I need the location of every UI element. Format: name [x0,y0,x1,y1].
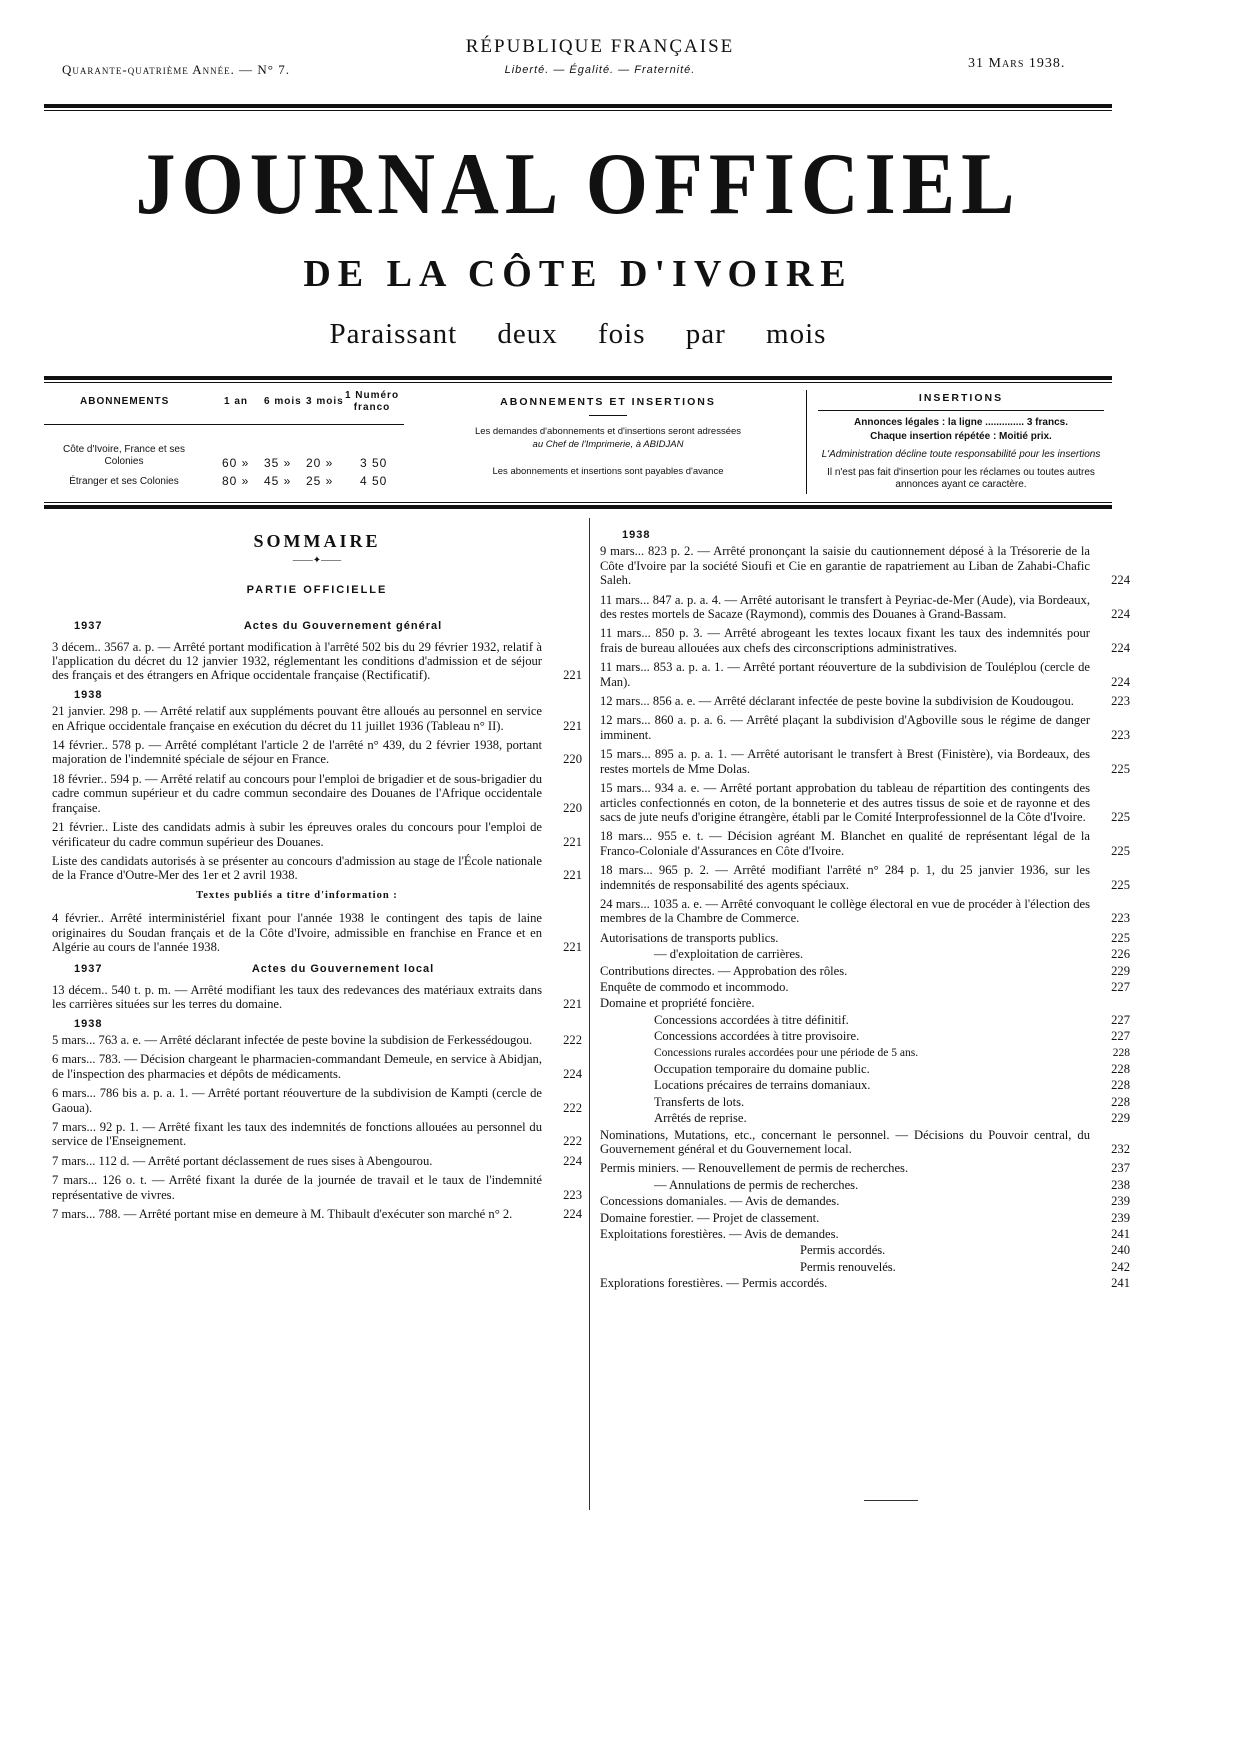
insertions-line4: Il n'est pas fait d'insertion pour les réclames ou toutes autres annonces ayant ce caractère. [827,467,1095,490]
top-rule [44,104,1112,108]
page-number: 223 [1111,727,1130,742]
section-gouv-general [52,619,582,633]
page-number: 222 [563,1032,582,1047]
section-title: Actes du Gouvernement local [251,963,435,976]
page-number: 241 [1111,1227,1130,1242]
sommaire-left-column [52,528,582,1226]
journal-subtitle: DE LA CÔTE D'IVOIRE [303,253,853,295]
year-heading: 1938 [74,1017,103,1030]
page-number: 222 [563,1134,582,1149]
abo-ins-line3: Les abonnements et insertions sont payables d'avance [492,466,724,477]
toc-line: Enquête de commodo et incommodo. 227 [600,979,1130,994]
row-label-cote-ivoire: Côte d'Ivoire, France et ses Colonies [63,444,185,467]
insertions-bar [818,410,1104,411]
section-title: Actes du Gouvernement général [243,620,443,633]
abo-ins-bar [589,415,627,416]
page-number: 225 [1111,809,1130,824]
price-cell: 45 » [264,474,292,488]
year-heading: 1938 [74,688,103,701]
page-number: 229 [1111,1111,1130,1126]
col-1an: 1 an [224,396,249,407]
toc-entry: 24 mars... 1035 a. e. — Arrêté convoquant le collège électoral en vue de procéder à l'élection des membres de la Chambre de Commerce. 223 [600,896,1130,926]
toc-line: Exploitations forestières. — Avis de demandes. 241 [600,1227,1130,1242]
toc-line: Concessions accordées à titre provisoire. 227 [654,1029,1130,1044]
page-number: 221 [563,997,582,1012]
section-gouv-local [52,962,582,976]
price-cell: 4 50 [360,474,388,488]
page-number: 237 [1111,1161,1130,1176]
top-rule-thin [44,110,1112,111]
toc-line: Explorations forestières. — Permis accordés. 241 [600,1276,1130,1291]
toc-entry: 9 mars... 823 p. 2. — Arrêté prononçant la saisie du cautionnement déposé à la Trésorerie de la Côte d'Ivoire par la société Sioufi et Cie en garantie de rapatriement au Liban de Zahabi-Chafic Saleh. 224 [600,544,1130,588]
page-number: 221 [563,868,582,883]
section-year: 1937 [74,963,103,976]
page-number: 227 [1111,979,1130,994]
toc-line: Transferts de lots. 228 [654,1094,1130,1109]
subscription-box [44,386,1112,502]
page-number: 239 [1111,1194,1130,1209]
page-number: 222 [563,1100,582,1115]
toc-entry: 13 décem.. 540 t. p. m. — Arrêté modifiant les taux des redevances des matériaux extraits dans les carrières situées sur les terres du domaine. 221 [52,982,582,1012]
motto: Liberté. — Égalité. — Fraternité. [504,64,696,76]
toc-entry: 11 mars... 850 p. 3. — Arrêté abrogeant les textes locaux fixant les taux des indemnités pour frais de bureau allouées aux chefs des circonscriptions administratives. 224 [600,626,1130,655]
page-number: 228 [1112,1046,1130,1059]
box-vline [806,390,807,494]
journal-title: JOURNAL OFFICIEL [135,136,1021,233]
abo-ins-header: ABONNEMENTS ET INSERTIONS [500,396,716,408]
price-cell: 25 » [306,474,334,488]
price-cell: 80 » [222,474,250,488]
toc-entry: 18 mars... 965 p. 2. — Arrêté modifiant l'arrêté n° 284 p. 1, du 25 janvier 1936, sur les indemnités de responsabilité des agents spéciaux. 225 [600,863,1130,892]
page-number: 223 [563,1187,582,1202]
toc-line: Domaine forestier. — Projet de classement. 239 [600,1210,1130,1225]
toc-line: Permis renouvelés. 242 [800,1259,1130,1274]
page-number: 227 [1111,1012,1130,1027]
column-separator [589,518,590,1510]
insertions-line3: L'Administration décline toute responsabilité pour les insertions [821,449,1101,460]
toc-entry: 3 décem.. 3567 a. p. — Arrêté portant modification à l'arrêté 502 bis du 29 février 1932, relatif à l'application du décret du 12 janvier 1932, réglementant les conditions d'admission et de séjour des français et des étrangers en Afrique occidentale française (Rectificatif). 221 [52,639,582,683]
toc-line: Contributions directes. — Approbation des rôles. 229 [600,963,1130,978]
toc-entry: 15 mars... 934 a. e. — Arrêté portant approbation du tableau de répartition des contingents des articles confectionnés en coton, de la bonneterie et des autres tissus de soie et de rayonne et des sacs de jute neufs d'origine étrangère, établi par le Comité Interprofessionnel de la Côte d'Ivoire. 225 [600,781,1130,824]
issue-number: Quarante-quatrième Année. — N° 7. [62,62,290,77]
toc-entry: 7 mars... 126 o. t. — Arrêté fixant la durée de la journée de travail et le taux de l'indemnité représentative de vivres. 223 [52,1173,582,1202]
page-number: 224 [1111,607,1130,622]
page-number: 227 [1111,1029,1130,1044]
page-number: 242 [1111,1259,1130,1274]
toc-line: Domaine et propriété foncière. [600,996,755,1011]
toc-entry: 18 février.. 594 p. — Arrêté relatif au concours pour l'emploi de brigadier et de sous-brigadier du cadre commun supérieur et du cadre commun secondaire des Douanes de l'Afrique occidentale française. 220 [52,771,582,815]
toc-entry: 5 mars... 763 a. e. — Arrêté déclarant infectée de peste bovine la subdision de Ferkessédougou. 222 [52,1032,582,1047]
abo-ins-line1: Les demandes d'abonnements et d'insertions seront adressées [474,426,742,437]
toc-entry: 6 mars... 783. — Décision chargeant le pharmacien-commandant Demeule, en service à Abidjan, de l'inspection des pharmacies et dépôts de médicaments. 224 [52,1052,582,1081]
subscription-header: ABONNEMENTS [80,396,170,407]
toc-entry: 4 février.. Arrêté interministériel fixant pour l'année 1938 le contingent des tapis de laine originaires du Soudan français et de la Côte d'Ivoire, admissible en franchise en France et en Algérie au cours de l'année 1938. 221 [52,911,582,954]
page-number: 225 [1111,877,1130,892]
toc-line: Permis miniers. — Renouvellement de permis de recherches. 237 [600,1161,1130,1176]
page-number: 228 [1111,1062,1130,1076]
box-bottom-rule-thin [44,502,1112,503]
page-number: 223 [1111,694,1130,709]
republic-name: RÉPUBLIQUE FRANÇAISE [465,36,735,57]
toc-entry: 7 mars... 788. — Arrêté portant mise en demeure à M. Thibault d'exécuter son marché n° 2. 224 [52,1207,582,1222]
page-number: 225 [1111,930,1130,945]
page-number: 224 [563,1066,582,1081]
price-cell: 60 » [222,456,250,470]
page-number: 240 [1111,1243,1130,1258]
toc-line: Concessions rurales accordées pour une période de 5 ans. 228 [654,1046,1130,1059]
table-rule [44,424,404,425]
toc-entry: Liste des candidats autorisés à se présenter au concours d'admission au stage de l'École nationale de la France d'Outre-Mer des 1er et 2 avril 1938. 221 [52,853,582,883]
col-6mois: 6 mois [264,396,302,407]
insertions-header: INSERTIONS [918,392,1004,404]
col-3mois: 3 mois [306,396,344,407]
end-rule [864,1500,918,1501]
row-label-etranger: Étranger et ses Colonies [69,476,179,487]
issue-date: 31 Mars 1938. [968,56,1066,71]
page-number: 238 [1111,1177,1130,1192]
insertions-box [810,386,1112,493]
toc-entry: 12 mars... 860 a. p. a. 6. — Arrêté plaçant la subdivision d'Agboville sous le régime de danger imminent. 223 [600,713,1130,742]
page-number: 225 [1111,843,1130,858]
toc-line: Occupation temporaire du domaine public. 228 [654,1062,1130,1076]
insertions-line2: Chaque insertion répétée : Moitié prix. [870,431,1052,442]
price-cell: 3 50 [360,456,388,470]
toc-entry: 7 mars... 92 p. 1. — Arrêté fixant les taux des indemnités de fonctions allouées au personnel du service de l'Enseignement. 222 [52,1120,582,1149]
abo-ins-line2: au Chef de l'Imprimerie, à ABIDJAN [532,439,684,450]
section-year: 1937 [74,620,103,633]
toc-entry: 18 mars... 955 e. t. — Décision agréant M. Blanchet en qualité de représentant légal de la Franco-Coloniale d'Assurances en Côte d'Ivoire. 225 [600,829,1130,858]
page-number: 229 [1111,963,1130,978]
toc-entry: 12 mars... 856 a. e. — Arrêté déclarant infectée de peste bovine la subdivision de Koudougou. 223 [600,694,1130,709]
toc-line: Locations précaires de terrains domaniaux. 228 [654,1078,1130,1093]
page-number: 239 [1111,1210,1130,1225]
page-number: 224 [563,1153,582,1168]
toc-line: Arrêtés de reprise. 229 [654,1111,1130,1126]
toc-entry: 15 mars... 895 a. p. a. 1. — Arrêté autorisant le transfert à Brest (Finistère), via Bordeaux, des restes mortels de Mme Dolas. 225 [600,747,1130,776]
insertions-line1: Annonces légales : la ligne .............. 3 francs. [854,417,1068,428]
page-number: 223 [1111,911,1130,926]
page-number: 221 [563,718,582,733]
page-number: 228 [1111,1094,1130,1109]
col-numero: 1 Numéro franco [344,390,400,413]
page-number: 224 [1111,640,1130,655]
toc-entry: 7 mars... 112 d. — Arrêté portant déclassement de rues sises à Abengourou. 224 [52,1153,582,1168]
partie-officielle: PARTIE OFFICIELLE [246,583,388,596]
box-top-rule [44,376,1112,380]
page-number: 221 [563,939,582,954]
sommaire-right-column [600,528,1130,1293]
toc-entry: 11 mars... 853 a. p. a. 1. — Arrêté portant réouverture de la subdivision de Touléplou (cercle de Man). 224 [600,660,1130,689]
page-number: 224 [1111,674,1130,689]
toc-entry: Nominations, Mutations, etc., concernant le personnel. — Décisions du Pouvoir central, du Gouvernement général et du Gouvernement local. 232 [600,1127,1130,1157]
page-number: 224 [563,1207,582,1222]
box-bottom-rule [44,505,1112,509]
page-number: 232 [1111,1142,1130,1157]
info-heading: Textes publiés a titre d'information : [196,889,398,901]
page-number: 226 [1111,947,1130,962]
republic-header [430,36,770,76]
page-number: 224 [1111,573,1130,588]
page-number: 228 [1111,1078,1130,1093]
box-top-rule-thin [44,382,1112,383]
page-number: 225 [1111,761,1130,776]
price-cell: 35 » [264,456,292,470]
page-number: 221 [563,668,582,683]
journal-periodicity: Paraissant deux fois par mois [329,318,827,350]
page-number: 241 [1111,1276,1130,1291]
page-number: 220 [563,800,582,815]
toc-entry: 21 janvier. 298 p. — Arrêté relatif aux suppléments pouvant être alloués au personnel en service en Afrique occidentale française en exécution du décret du 11 juillet 1936 (Tableau n° II). 221 [52,704,582,733]
year-heading: 1938 [622,529,651,541]
toc-entry: 21 février.. Liste des candidats admis à subir les épreuves orales du concours pour l'emploi de vérificateur du cadre commun supérieur des Douanes. 221 [52,820,582,849]
sommaire-title: SOMMAIRE [253,531,381,551]
page-number: 221 [563,834,582,849]
toc-line: Concessions accordées à titre définitif. 227 [654,1012,1130,1027]
toc-line: Concessions domaniales. — Avis de demandes. 239 [600,1194,1130,1209]
abonnements-insertions [412,386,804,479]
toc-line: Autorisations de transports publics. 225 [600,930,1130,945]
toc-line: Permis accordés. 240 [800,1243,1130,1258]
toc-line: — Annulations de permis de recherches. 238 [654,1177,1130,1192]
ornament: ——✦—— [292,555,342,567]
toc-entry: 14 février.. 578 p. — Arrêté complétant l'article 2 de l'arrêté n° 439, du 2 février 1938, portant majoration de l'indemnité spéciale de séjour en France. 220 [52,738,582,767]
page-number: 220 [563,752,582,767]
toc-entry: 6 mars... 786 bis a. p. a. 1. — Arrêté portant réouverture de la subdivision de Kampti (cercle de Gaoua). 222 [52,1086,582,1115]
toc-line: — d'exploitation de carrières. 226 [654,947,1130,962]
price-cell: 20 » [306,456,334,470]
toc-entry: 11 mars... 847 a. p. a. 4. — Arrêté autorisant le transfert à Peyriac-de-Mer (Aude), via Bordeaux, des restes mortels de Sacaze (Raymond), commis des Douanes à Grand-Bassam. 224 [600,592,1130,622]
